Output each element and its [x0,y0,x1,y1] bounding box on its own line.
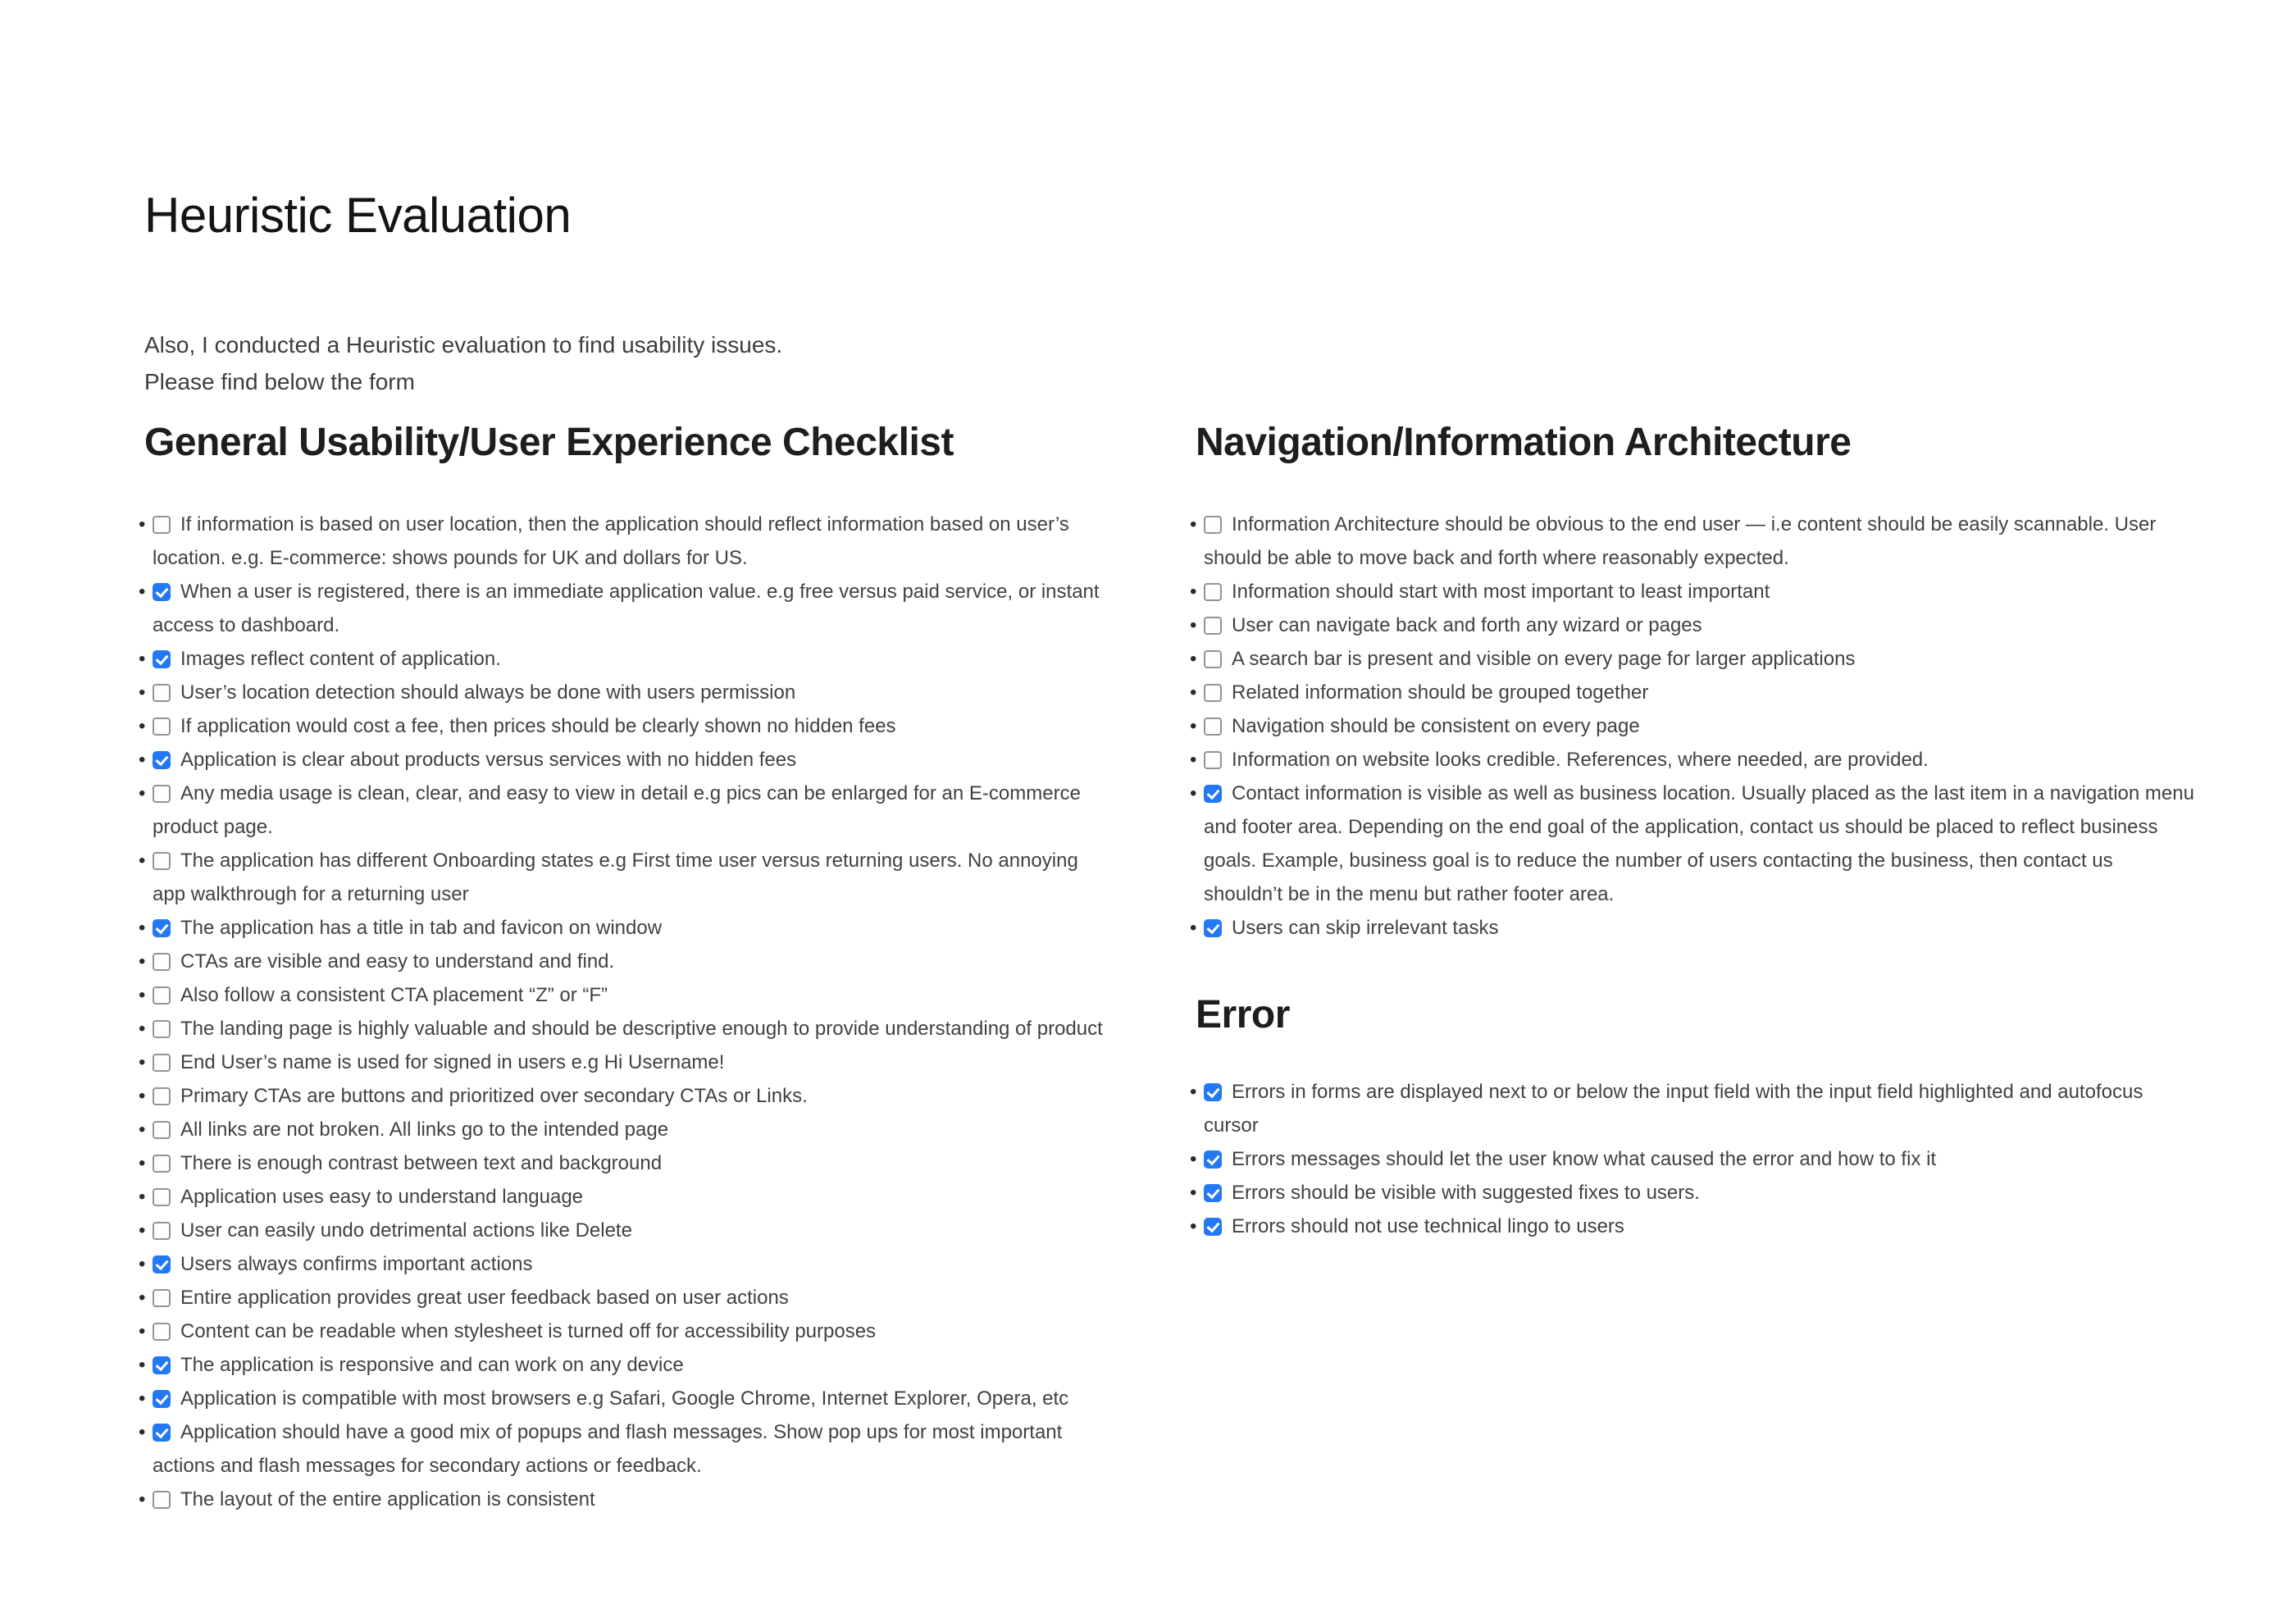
checklist-item-text: Navigation should be consistent on every page [1232,715,1640,737]
checklist-item-text: Images reflect content of application. [180,648,501,670]
checkbox[interactable] [153,1255,171,1273]
checklist-item [1196,911,2196,945]
checkbox[interactable] [153,785,171,803]
checklist-item [144,911,1112,945]
checklist-item [1196,676,2196,709]
checkbox[interactable] [153,919,171,937]
checklist-item [144,1348,1112,1382]
checkbox[interactable] [153,1424,171,1442]
section-general-usability [144,420,1112,1516]
checklist-item [144,508,1112,575]
checkbox[interactable] [1204,650,1222,668]
checklist-item-text: Application is compatible with most browsers e.g Safari, Google Chrome, Internet Explorer, Opera, etc [180,1387,1069,1410]
checklist-item [1196,608,2196,642]
checklist-item [144,676,1112,709]
checklist-item [144,1247,1112,1281]
checklist-item-text: When a user is registered, there is an immediate application value. e.g free versus paid service, or instant access to dashboard. [153,581,1100,636]
checklist-item [144,1046,1112,1079]
checklist-item-text: The application has different Onboarding states e.g First time user versus returning users. No annoying app walkthrough for a returning user [153,850,1078,905]
checklist-item-text: Information should start with most important to least important [1232,581,1770,603]
checklist-item [1196,575,2196,608]
checklist-item [1196,1075,2196,1142]
checkbox[interactable] [1204,583,1222,601]
checkbox[interactable] [1204,919,1222,937]
checklist-item-text: If information is based on user location, then the application should reflect information based on user’s location. e.g. E-commerce: shows pounds for UK and dollars for US. [153,513,1069,569]
checklist-item-text: The application has a title in tab and favicon on window [180,917,663,939]
checklist-item [1196,743,2196,777]
page-title: Heuristic Evaluation [144,188,572,243]
checklist-item-text: Contact information is visible as well as business location. Usually placed as the last item in a navigation menu and footer area. Depending on the end goal of the application, contact us should be placed to reflect business goals. Example, business goal is to reduce the number of users contacting the business, then contact us shouldn’t be in the menu but rather footer area. [1204,782,2194,905]
checklist-item [144,978,1112,1012]
column-right [1196,420,2196,1243]
checklist-navigation [1196,508,2196,945]
checkbox[interactable] [153,1121,171,1139]
checklist-item [1196,642,2196,676]
checklist-item-text: Errors in forms are displayed next to or below the input field with the input field highlighted and autofocus cursor [1204,1081,2143,1137]
checklist-item [144,1314,1112,1348]
checklist-item [144,743,1112,777]
checklist-item [144,945,1112,978]
checkbox[interactable] [153,1289,171,1307]
column-left [144,420,1112,1516]
checklist-item [1196,508,2196,575]
checkbox[interactable] [153,852,171,870]
checkbox[interactable] [153,751,171,769]
section-heading-navigation: Navigation/Information Architecture [1196,421,1852,464]
checklist-item [144,642,1112,676]
section-heading-error: Error [1196,993,1290,1037]
checklist-item [144,777,1112,844]
checklist-item-text: User can easily undo detrimental actions like Delete [180,1219,632,1242]
checkbox[interactable] [1204,617,1222,635]
checklist-item [144,1012,1112,1046]
checkbox[interactable] [153,650,171,668]
checklist-general [144,508,1112,1516]
checklist-item-text: If application would cost a fee, then prices should be clearly shown no hidden fees [180,715,896,737]
checklist-item-text: Errors should be visible with suggested fixes to users. [1232,1182,1700,1204]
checklist-item-text: Also follow a consistent CTA placement “Z” or “F” [180,984,608,1006]
checklist-item-text: CTAs are visible and easy to understand and find. [180,950,615,973]
checklist-error [1196,1075,2196,1243]
checkbox[interactable] [153,1188,171,1206]
checklist-item-text: The landing page is highly valuable and should be descriptive enough to provide understanding of product [180,1018,1103,1040]
checklist-item [144,844,1112,911]
checklist-item-text: User can navigate back and forth any wizard or pages [1232,614,1702,636]
intro-text [144,326,2198,400]
checklist-item-text: Entire application provides great user feedback based on user actions [180,1287,789,1309]
checklist-item [144,1214,1112,1247]
checkbox[interactable] [1204,1218,1222,1236]
checklist-item [144,1180,1112,1214]
checkbox[interactable] [1204,751,1222,769]
checkbox[interactable] [153,1087,171,1105]
checklist-item-text: The application is responsive and can work on any device [180,1354,684,1376]
checkbox[interactable] [153,583,171,601]
checklist-item-text: All links are not broken. All links go to the intended page [180,1119,669,1141]
checklist-item-text: Related information should be grouped together [1232,681,1649,704]
checklist-item-text: Primary CTAs are buttons and prioritized over secondary CTAs or Links. [180,1085,808,1107]
checkbox[interactable] [153,1020,171,1038]
checklist-item-text: Information Architecture should be obvious to the end user — i.e content should be easily scannable. User should be able to move back and forth where reasonably expected. [1204,513,2157,569]
checkbox[interactable] [1204,785,1222,803]
checklist-item [144,1483,1112,1516]
checklist-item-text: Errors messages should let the user know what caused the error and how to fix it [1232,1148,1937,1170]
checklist-item [144,1079,1112,1113]
checklist-item [1196,1142,2196,1176]
checkbox[interactable] [153,953,171,971]
checklist-item-text: Application uses easy to understand language [180,1186,584,1208]
checklist-item-text: Information on website looks credible. References, where needed, are provided. [1232,749,1929,771]
checklist-item-text: There is enough contrast between text and background [180,1152,663,1174]
checkbox[interactable] [153,1054,171,1072]
intro-line-2: Please find below the form [144,369,415,394]
checkbox[interactable] [153,1323,171,1341]
checklist-columns [144,420,2198,1516]
checklist-item [144,1281,1112,1314]
checkbox[interactable] [1204,684,1222,702]
intro-line-1: Also, I conducted a Heuristic evaluation to find usability issues. [144,332,783,358]
checkbox[interactable] [153,684,171,702]
checklist-item-text: Any media usage is clean, clear, and easy to view in detail e.g pics can be enlarged for an E-commerce product page. [153,782,1081,838]
checklist-item-text: The layout of the entire application is consistent [180,1488,595,1510]
checkbox[interactable] [1204,1083,1222,1101]
checkbox[interactable] [153,986,171,1005]
checklist-item [144,575,1112,642]
checklist-item-text: Application is clear about products versus services with no hidden fees [180,749,797,771]
checklist-item [1196,709,2196,743]
checklist-item-text: Application should have a good mix of popups and flash messages. Show pop ups for most important actions and flash messages for secondary actions or feedback. [153,1421,1063,1477]
checklist-item [144,1382,1112,1415]
checklist-item-text: User’s location detection should always be done with users permission [180,681,796,704]
checklist-item [1196,1176,2196,1210]
section-navigation-ia [1196,420,2196,945]
checklist-item-text: Errors should not use technical lingo to users [1232,1215,1624,1237]
checkbox[interactable] [153,1222,171,1240]
checkbox[interactable] [153,1356,171,1374]
checklist-item [144,1146,1112,1180]
checklist-item-text: Users can skip irrelevant tasks [1232,917,1499,939]
checklist-item-text: Content can be readable when stylesheet is turned off for accessibility purposes [180,1320,877,1342]
checkbox[interactable] [153,1155,171,1173]
checkbox[interactable] [1204,1150,1222,1169]
checkbox[interactable] [153,516,171,534]
checklist-item [144,1113,1112,1146]
checkbox[interactable] [153,1491,171,1509]
checklist-item [144,1415,1112,1483]
checkbox[interactable] [153,1390,171,1408]
checklist-item-text: Users always confirms important actions [180,1253,533,1275]
checkbox[interactable] [1204,1184,1222,1202]
checkbox[interactable] [1204,718,1222,736]
section-heading-general: General Usability/User Experience Checklist [144,421,954,464]
checkbox[interactable] [1204,516,1222,534]
checklist-item [144,709,1112,743]
checklist-item [1196,1210,2196,1243]
checklist-item-text: A search bar is present and visible on every page for larger applications [1232,648,1856,670]
section-error [1196,992,2196,1243]
checklist-item [1196,777,2196,911]
checkbox[interactable] [153,718,171,736]
checklist-item-text: End User’s name is used for signed in users e.g Hi Username! [180,1051,725,1073]
